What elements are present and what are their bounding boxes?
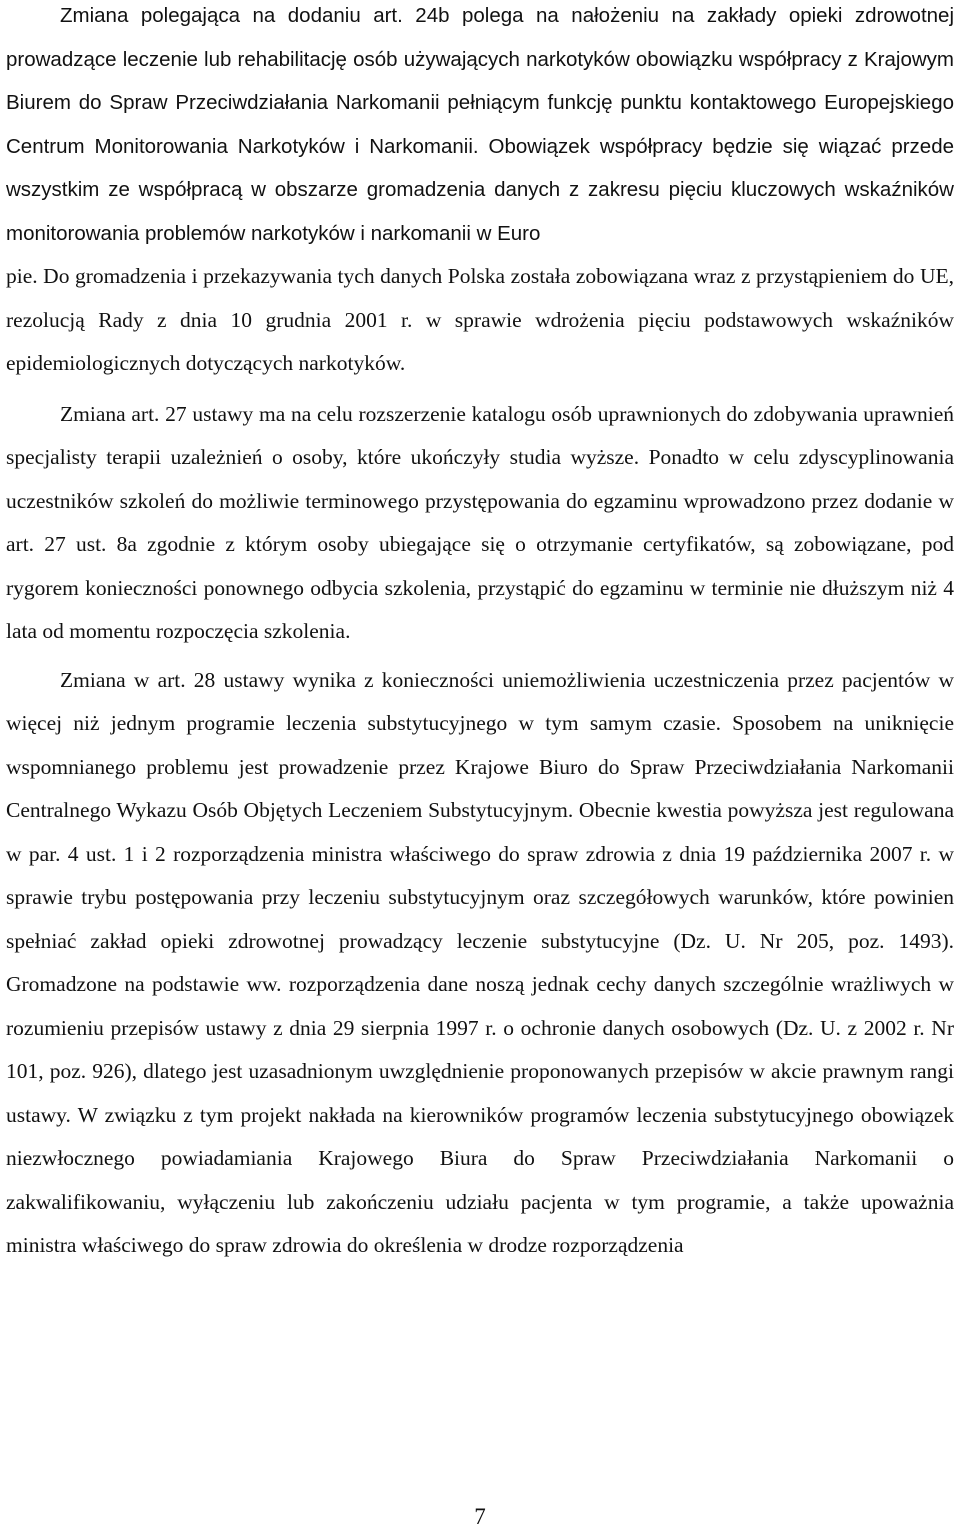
paragraph-art-28: Zmiana w art. 28 ustawy wynika z konieczności uniemożliwienia uczestniczenia przez pacjentów w więcej niż jednym programie leczenia substytucyjnego w tym samym czasie. Sposobem na uniknięcie wspomnianego problemu jest prowadzenie przez Krajowe Biuro do Spraw Przeciwdziałania Narkomanii Centralnego Wykazu Osób Objętych Leczeniem Substytucyjnym. Obecnie kwestia powyższa jest regulowana w par. 4 ust. 1 i 2 rozporządzenia ministra właściwego do spraw zdrowia z dnia 19 października 2007 r. w sprawie trybu postępowania przy leczeniu substytucyjnym oraz szczegółowych warunków, które powinien spełniać zakład opieki zdrowotnej prowadzący leczenie substytucyjne (Dz. U. Nr 205, poz. 1493). Gromadzone na podstawie ww. rozporządzenia dane noszą jednak cechy danych szczególnie wrażliwych w rozumieniu przepisów ustawy z dnia 29 sierpnia 1997 r. o ochronie danych osobowych (Dz. U. z 2002 r. Nr 101, poz. 926), dlatego jest uzasadnionym uwzględnienie proponowanych przepisów w akcie prawnym rangi ustawy. W związku z tym projekt nakłada na kierowników programów leczenia substytucyjnego obowiązek niezwłocznego powiadamiania Krajowego Biura do Spraw Przeciwdziałania Narkomanii o zakwalifikowaniu, wyłączeniu lub zakończeniu udziału pacjenta w tym programie, a także upoważnia ministra właściwego do spraw zdrowia do określenia w drodze rozporządzenia: [6, 667, 954, 1257]
document-page: [6, 0, 954, 1268]
page-number: 7: [474, 1504, 486, 1529]
paragraph-art-27: Zmiana art. 27 ustawy ma na celu rozszerzenie katalogu osób uprawnionych do zdobywania uprawnień specjalisty terapii uzależnień o osoby, które ukończyły studia wyższe. Ponadto w celu zdyscyplinowania uczestników szkoleń do możliwie terminowego przystępowania do egzaminu wprowadzono przez dodanie w art. 27 ust. 8a zgodnie z którym osoby ubiegające się o otrzymanie certyfikatów, są zobowiązane, pod rygorem konieczności ponownego odbycia szkolenia, przystąpić do egzaminu w terminie nie dłuższym niż 4 lata od momentu rozpoczęcia szkolenia.: [6, 401, 954, 643]
paragraph-art-24b-continuation: pie. Do gromadzenia i przekazywania tych danych Polska została zobowiązana wraz z przystąpieniem do UE, rezolucją Rady z dnia 10 grudnia 2001 r. w sprawie wdrożenia pięciu podstawowych wskaźników epidemiologicznych dotyczących narkotyków.: [6, 264, 954, 375]
paragraph-art-24b: Zmiana polegająca na dodaniu art. 24b polega na nałożeniu na zakłady opieki zdrowotnej prowadzące leczenie lub rehabilitację osób używających narkotyków obowiązku współpracy z Krajowym Biurem do Spraw Przeciwdziałania Narkomanii pełniącym funkcję punktu kontaktowego Europejskiego Centrum Monitorowania Narkotyków i Narkomanii. Obowiązek współpracy będzie się wiązać przede wszystkim ze współpracą w obszarze gromadzenia danych z zakresu pięciu kluczowych wskaźników monitorowania problemów narkotyków i narkomanii w Euro: [6, 4, 954, 245]
